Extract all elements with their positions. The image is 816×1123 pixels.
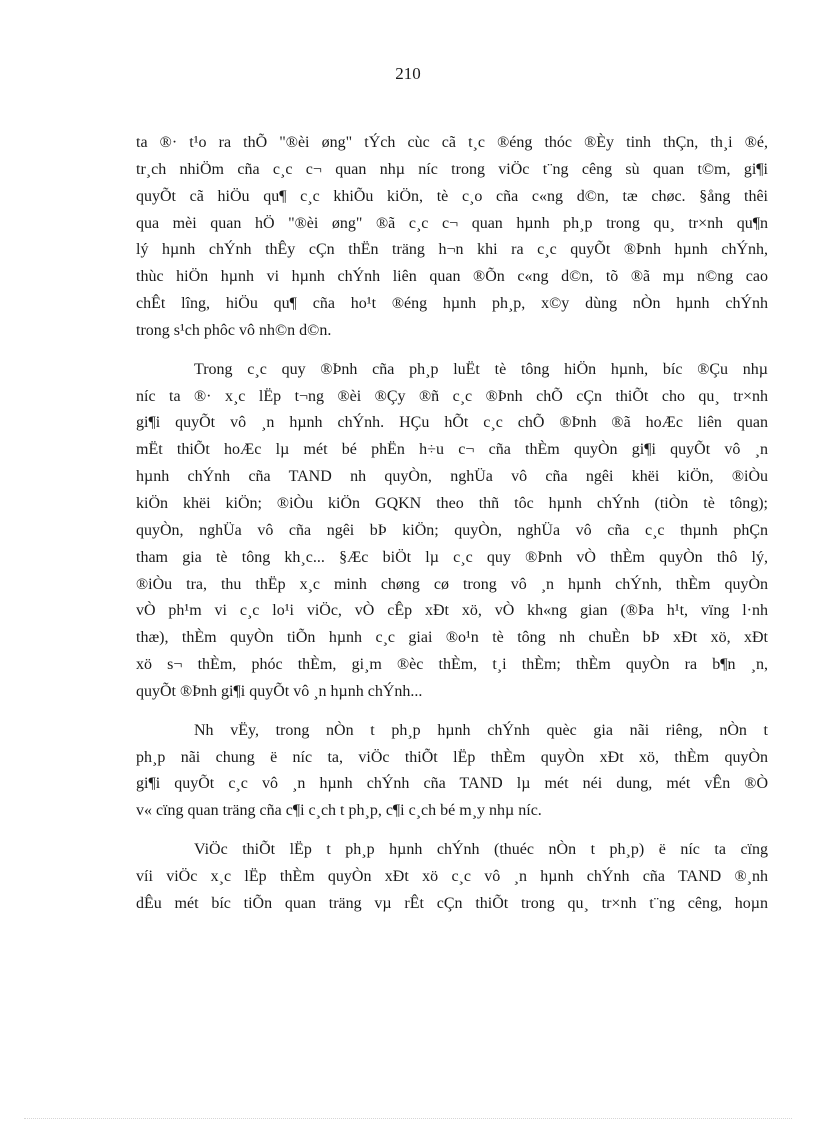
text-line: xö s¬ thÈm, phóc thÈm, gi¸m ®èc thÈm, t¸i thÈm; thÈm quyÒn ra b¶n ¸n, <box>136 656 768 674</box>
paragraph-3 <box>136 718 768 825</box>
page-bottom-divider <box>24 1118 792 1119</box>
body-text <box>136 130 768 918</box>
text-line: tham gia tè tông kh¸c... §Æc biÖt lµ c¸c quy ®Þnh vÒ thÈm quyÒn thô lý, <box>136 548 768 566</box>
text-line: thæ), thÈm quyÒn tiÕn hµnh c¸c giai ®o¹n tè tông nh chuÈn bÞ xÐt xö, xÐt <box>136 629 768 647</box>
text-line: hµnh chÝnh cña TAND nh quyÒn, nghÜa vô cña ngêi khëi kiÖn, ®iÒu <box>136 468 768 486</box>
text-line: gi¶i quyÕt vô ¸n hµnh chÝnh. HÇu hÕt c¸c chÕ ®Þnh ®ã hoÆc liên quan <box>136 414 768 432</box>
text-line: mËt thiÕt hoÆc lµ mét bé phËn h÷u c¬ cña thÈm quyÒn gi¶i quyÕt vô ¸n <box>136 441 768 459</box>
text-line: Nh vËy, trong nÒn t ph¸p hµnh chÝnh quèc gia nãi riêng, nÒn t <box>194 721 768 739</box>
text-line: ®iÒu tra, thu thËp x¸c minh chøng cø trong vô ¸n hµnh chÝnh, thÈm quyÒn <box>136 575 768 593</box>
text-line: kiÖn khëi kiÖn; ®iÒu kiÖn GQKN theo thñ tôc hµnh chÝnh (tiÒn tè tông); <box>136 494 768 512</box>
paragraph-1 <box>136 130 768 345</box>
text-line: quyÕt cã hiÖu qu¶ c¸c khiÕu kiÖn, tè c¸o cña c«ng d©n, tæ chøc. §ång thêi <box>136 187 768 205</box>
text-line: níc ta ®· x¸c lËp t¬ng ®èi ®Çy ®ñ c¸c ®Þnh chÕ cÇn thiÕt cho qu¸ tr×nh <box>136 387 768 405</box>
text-line: Trong c¸c quy ®Þnh cña ph¸p luËt tè tông hiÖn hµnh, bíc ®Çu nhµ <box>194 360 768 378</box>
text-line: quyÕt ®Þnh gi¶i quyÕt vô ¸n hµnh chÝnh... <box>136 682 423 700</box>
text-line: quyÒn, nghÜa vô cña ngêi bÞ kiÖn; quyÒn, nghÜa vô cña c¸c thµnh phÇn <box>136 521 768 539</box>
paragraph-4 <box>136 837 768 918</box>
paragraph-2 <box>136 357 768 706</box>
text-line: trong s¹ch phôc vô nh©n d©n. <box>136 321 332 339</box>
text-line: qua mèi quan hÖ "®èi øng" ®ã c¸c c¬ quan hµnh ph¸p trong qu¸ tr×nh qu¶n <box>136 214 768 232</box>
text-line: chÊt lîng, hiÖu qu¶ cña ho¹t ®éng hµnh ph¸p, x©y dùng nÒn hµnh chÝnh <box>136 295 768 313</box>
text-line: ta ®· t¹o ra thÕ "®èi øng" tÝch cùc cã t¸c ®éng thóc ®Èy tinh thÇn, th¸i ®é, <box>136 134 768 151</box>
text-line: ViÖc thiÕt lËp t ph¸p hµnh chÝnh (thuéc nÒn t ph¸p) ë níc ta cïng <box>194 841 768 859</box>
text-line: tr¸ch nhiÖm cña c¸c c¬ quan nhµ níc trong viÖc t¨ng cêng sù quan t©m, gi¶i <box>136 160 768 178</box>
text-line: víi viÖc x¸c lËp thÈm quyÒn xÐt xö c¸c vô ¸n hµnh chÝnh cña TAND ®¸nh <box>136 867 768 885</box>
text-line: vÒ ph¹m vi c¸c lo¹i viÖc, vÒ cÊp xÐt xö, vÒ kh«ng gian (®Þa h¹t, vïng l·nh <box>136 602 768 620</box>
text-line: dÊu mét bíc tiÕn quan träng vµ rÊt cÇn thiÕt trong qu¸ tr×nh t¨ng cêng, hoµn <box>136 894 768 912</box>
text-line: lý hµnh chÝnh thÊy cÇn thËn träng h¬n khi ra c¸c quyÕt ®Þnh hµnh chÝnh, <box>136 241 768 259</box>
text-line: ph¸p nãi chung ë níc ta, viÖc thiÕt lËp thÈm quyÒn xÐt xö, thÈm quyÒn <box>136 748 768 766</box>
text-line: thùc hiÖn hµnh vi hµnh chÝnh liên quan ®Õn c«ng d©n, tõ ®ã mµ n©ng cao <box>136 268 768 286</box>
page-number: 210 <box>395 64 421 83</box>
text-line: v« cïng quan träng cña c¶i c¸ch t ph¸p, c¶i c¸ch bé m¸y nhµ níc. <box>136 802 542 820</box>
text-line: gi¶i quyÕt c¸c vô ¸n hµnh chÝnh cña TAND lµ mét néi dung, mét vÊn ®Ò <box>136 775 768 793</box>
